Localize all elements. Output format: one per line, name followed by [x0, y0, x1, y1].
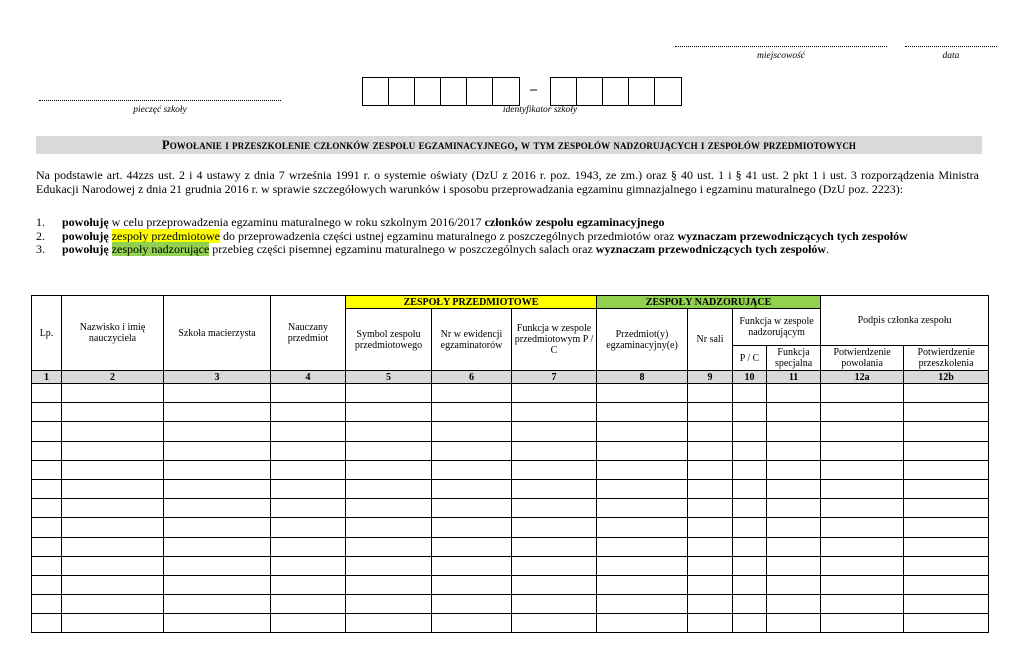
table-cell[interactable] [512, 460, 597, 479]
header-nr-ewidencji: Nr w ewidencji egzaminatorów [432, 309, 512, 371]
header-przedmiot: Nauczany przedmiot [271, 296, 346, 371]
table-cell[interactable] [62, 384, 164, 403]
table-cell[interactable] [821, 575, 904, 594]
header-potwierdzenie-powolania: Potwierdzenie powołania [821, 346, 904, 371]
table-cell[interactable] [767, 499, 821, 518]
table-cell[interactable] [32, 479, 62, 498]
table-cell[interactable] [767, 614, 821, 633]
legal-basis-paragraph: Na podstawie art. 44zzs ust. 2 i 4 ustawy z dnia 7 września 1991 r. o systemie oświaty (DzU z 2016 r. poz. 1943, ze zm.) oraz § 40 ust. 1 i § 41 ust. 2 pkt 1 i ust. 3 rozporządzenia Ministra Edukacji Narodowej z dnia 21 grudnia 2016 r. w sprawie szczegółowych warunków i sposobu przeprowadzania egzaminu gimnazjalnego i egzaminu maturalnego (DzU poz. 2223): [36, 168, 979, 196]
table-cell[interactable] [62, 556, 164, 575]
header-potwierdzenie-przeszkolenia: Potwierdzenie przeszkolenia [904, 346, 989, 371]
table-cell[interactable] [512, 441, 597, 460]
date-label: data [942, 51, 960, 61]
table-cell[interactable] [271, 499, 346, 518]
group-przedmiotowe: ZESPOŁY PRZEDMIOTOWE [346, 296, 597, 309]
table-cell[interactable] [597, 499, 688, 518]
table-cell[interactable] [733, 537, 767, 556]
table-cell[interactable] [164, 537, 271, 556]
table-cell[interactable] [733, 384, 767, 403]
table-cell[interactable] [904, 441, 989, 460]
table-cell[interactable] [164, 479, 271, 498]
table-cell[interactable] [767, 518, 821, 537]
table-cell[interactable] [62, 479, 164, 498]
table-cell[interactable] [904, 422, 989, 441]
header-nr-sali: Nr sali [688, 309, 733, 371]
table-cell[interactable] [271, 422, 346, 441]
table-cell[interactable] [597, 556, 688, 575]
table-cell[interactable] [821, 556, 904, 575]
table-cell[interactable] [904, 575, 989, 594]
table-cell[interactable] [346, 556, 432, 575]
table-cell[interactable] [432, 441, 512, 460]
table-cell[interactable] [733, 422, 767, 441]
list-item: 1. powołuję w celu przeprowadzenia egzaminu maturalnego w roku szkolnym 2016/2017 członków zespołu egzaminacyjnego [36, 215, 665, 229]
table-cell[interactable] [767, 575, 821, 594]
table-cell[interactable] [432, 614, 512, 633]
table-cell[interactable] [688, 403, 733, 422]
school-id-separator: – [530, 82, 537, 97]
table-cell[interactable] [164, 595, 271, 614]
table-cell[interactable] [32, 403, 62, 422]
list-item: 2. powołuję zespoły przedmiotowe do przeprowadzenia części ustnej egzaminu maturalnego z poszczególnych przedmiotów oraz wyznaczam przewodniczących tych zespołów [36, 228, 908, 243]
table-cell[interactable] [767, 595, 821, 614]
header-szkola: Szkoła macierzysta [164, 296, 271, 371]
table-cell[interactable] [688, 441, 733, 460]
appointment-list [36, 216, 979, 257]
table-cell[interactable] [904, 499, 989, 518]
table-cell[interactable] [733, 479, 767, 498]
table-cell[interactable] [62, 460, 164, 479]
table-cell[interactable] [904, 556, 989, 575]
table-cell[interactable] [346, 460, 432, 479]
table-cell[interactable] [32, 575, 62, 594]
table-row [32, 556, 989, 575]
table-row [32, 384, 989, 403]
header-funkcja-specjalna: Funkcja specjalna [767, 346, 821, 371]
table-cell[interactable] [32, 441, 62, 460]
column-number: 8 [597, 371, 688, 384]
table-cell[interactable] [597, 460, 688, 479]
place-line [675, 46, 887, 47]
table-cell[interactable] [271, 384, 346, 403]
table-cell[interactable] [597, 441, 688, 460]
table-cell[interactable] [164, 614, 271, 633]
table-cell[interactable] [346, 518, 432, 537]
table-cell[interactable] [164, 460, 271, 479]
table-cell[interactable] [512, 595, 597, 614]
table-cell[interactable] [688, 595, 733, 614]
table-cell[interactable] [62, 575, 164, 594]
table-cell[interactable] [164, 441, 271, 460]
table-cell[interactable] [733, 575, 767, 594]
table-cell[interactable] [597, 518, 688, 537]
table-cell[interactable] [597, 422, 688, 441]
table-cell[interactable] [904, 460, 989, 479]
column-number: 6 [432, 371, 512, 384]
table-cell[interactable] [271, 479, 346, 498]
table-cell[interactable] [62, 614, 164, 633]
table-cell[interactable] [432, 460, 512, 479]
table-cell[interactable] [32, 556, 62, 575]
column-number: 7 [512, 371, 597, 384]
table-cell[interactable] [904, 614, 989, 633]
table-cell[interactable] [733, 595, 767, 614]
school-id-boxes-left[interactable] [362, 77, 520, 106]
table-cell[interactable] [32, 537, 62, 556]
table-cell[interactable] [432, 575, 512, 594]
table-cell[interactable] [432, 384, 512, 403]
table-cell[interactable] [271, 556, 346, 575]
table-cell[interactable] [821, 422, 904, 441]
table-cell[interactable] [62, 403, 164, 422]
header-podpis: Podpis członka zespołu [821, 296, 989, 346]
table-row [32, 479, 989, 498]
table-cell[interactable] [32, 384, 62, 403]
column-number: 10 [733, 371, 767, 384]
table-cell[interactable] [597, 575, 688, 594]
table-cell[interactable] [271, 595, 346, 614]
table-row [32, 614, 989, 633]
column-number: 2 [62, 371, 164, 384]
table-cell[interactable] [597, 614, 688, 633]
table-cell[interactable] [62, 441, 164, 460]
table-cell[interactable] [346, 537, 432, 556]
table-row [32, 460, 989, 479]
table-cell[interactable] [767, 384, 821, 403]
stamp-line [39, 100, 281, 101]
table-cell[interactable] [512, 556, 597, 575]
table-cell[interactable] [164, 403, 271, 422]
table-cell[interactable] [432, 499, 512, 518]
table-cell[interactable] [346, 403, 432, 422]
column-number: 9 [688, 371, 733, 384]
table-cell[interactable] [32, 422, 62, 441]
table-cell[interactable] [271, 575, 346, 594]
table-cell[interactable] [688, 537, 733, 556]
table-cell[interactable] [32, 460, 62, 479]
table-cell[interactable] [767, 556, 821, 575]
table-cell[interactable] [733, 518, 767, 537]
table-cell[interactable] [767, 479, 821, 498]
table-cell[interactable] [62, 537, 164, 556]
table-cell[interactable] [164, 575, 271, 594]
table-row [32, 422, 989, 441]
table-cell[interactable] [688, 479, 733, 498]
table-cell[interactable] [164, 384, 271, 403]
header-symbol: Symbol zespołu przedmiotowego [346, 309, 432, 371]
table-cell[interactable] [164, 499, 271, 518]
table-cell[interactable] [512, 575, 597, 594]
table-cell[interactable] [512, 499, 597, 518]
table-cell[interactable] [164, 556, 271, 575]
column-number: 4 [271, 371, 346, 384]
table-cell[interactable] [512, 479, 597, 498]
table-cell[interactable] [733, 614, 767, 633]
table-row [32, 499, 989, 518]
table-cell[interactable] [688, 460, 733, 479]
table-cell[interactable] [346, 575, 432, 594]
table-cell[interactable] [904, 595, 989, 614]
table-cell[interactable] [904, 384, 989, 403]
header-lp: Lp. [32, 296, 62, 371]
table-cell[interactable] [767, 460, 821, 479]
table-cell[interactable] [821, 479, 904, 498]
table-cell[interactable] [597, 537, 688, 556]
table-cell[interactable] [346, 595, 432, 614]
table-cell[interactable] [346, 499, 432, 518]
table-cell[interactable] [271, 403, 346, 422]
table-cell[interactable] [32, 518, 62, 537]
table-cell[interactable] [597, 384, 688, 403]
table-cell[interactable] [62, 422, 164, 441]
table-cell[interactable] [767, 422, 821, 441]
table-row [32, 518, 989, 537]
table-cell[interactable] [597, 479, 688, 498]
table-cell[interactable] [821, 441, 904, 460]
column-number: 12a [821, 371, 904, 384]
table-cell[interactable] [512, 422, 597, 441]
table-cell[interactable] [904, 537, 989, 556]
table-cell[interactable] [346, 384, 432, 403]
table-cell[interactable] [164, 422, 271, 441]
table-cell[interactable] [821, 403, 904, 422]
table-cell[interactable] [432, 403, 512, 422]
table-cell[interactable] [164, 518, 271, 537]
table-row [32, 403, 989, 422]
column-number: 11 [767, 371, 821, 384]
table-cell[interactable] [32, 614, 62, 633]
table-cell[interactable] [271, 614, 346, 633]
table-cell[interactable] [32, 499, 62, 518]
table-cell[interactable] [688, 614, 733, 633]
table-cell[interactable] [62, 499, 164, 518]
table-cell[interactable] [821, 499, 904, 518]
table-cell[interactable] [688, 575, 733, 594]
column-number: 12b [904, 371, 989, 384]
table-cell[interactable] [346, 614, 432, 633]
table-cell[interactable] [733, 556, 767, 575]
column-number: 3 [164, 371, 271, 384]
table-cell[interactable] [271, 537, 346, 556]
table-cell[interactable] [821, 518, 904, 537]
table-cell[interactable] [821, 460, 904, 479]
table-cell[interactable] [346, 479, 432, 498]
column-number: 1 [32, 371, 62, 384]
table-cell[interactable] [767, 403, 821, 422]
table-cell[interactable] [821, 595, 904, 614]
table-cell[interactable] [346, 441, 432, 460]
school-id-boxes-right[interactable] [550, 77, 682, 106]
table-cell[interactable] [904, 479, 989, 498]
table-cell[interactable] [432, 518, 512, 537]
header-przedmioty: Przedmiot(y) egzaminacyjny(e) [597, 309, 688, 371]
table-cell[interactable] [904, 403, 989, 422]
table-cell[interactable] [432, 479, 512, 498]
table-cell[interactable] [271, 441, 346, 460]
table-cell[interactable] [512, 518, 597, 537]
table-cell[interactable] [432, 595, 512, 614]
table-cell[interactable] [597, 403, 688, 422]
header-pc: P / C [733, 346, 767, 371]
table-cell[interactable] [767, 537, 821, 556]
table-cell[interactable] [512, 403, 597, 422]
table-row [32, 441, 989, 460]
members-table [31, 295, 989, 633]
table-cell[interactable] [821, 614, 904, 633]
table-cell[interactable] [733, 441, 767, 460]
place-label: miejscowość [756, 51, 806, 61]
table-cell[interactable] [821, 384, 904, 403]
table-cell[interactable] [432, 556, 512, 575]
table-cell[interactable] [597, 595, 688, 614]
table-cell[interactable] [32, 595, 62, 614]
stamp-label: pieczęć szkoły [133, 105, 187, 115]
table-cell[interactable] [432, 537, 512, 556]
document-title: Powołanie i przeszkolenie członków zespołu egzaminacyjnego, w tym zespołów nadzorujących i zespołów przedmiotowych [36, 136, 982, 154]
table-cell[interactable] [688, 499, 733, 518]
school-id-label: identyfikator szkoły [502, 105, 578, 115]
table-cell[interactable] [271, 460, 346, 479]
table-row [32, 595, 989, 614]
table-cell[interactable] [432, 422, 512, 441]
table-cell[interactable] [688, 422, 733, 441]
header-funkcja-przedmiotowy: Funkcja w zespole przedmiotowym P / C [512, 309, 597, 371]
table-row [32, 537, 989, 556]
table-cell[interactable] [62, 595, 164, 614]
table-cell[interactable] [733, 403, 767, 422]
table-row [32, 575, 989, 594]
date-line [905, 46, 997, 47]
table-cell[interactable] [512, 384, 597, 403]
table-cell[interactable] [733, 460, 767, 479]
table-cell[interactable] [688, 518, 733, 537]
header-nazwisko: Nazwisko i imię nauczyciela [62, 296, 164, 371]
table-cell[interactable] [733, 499, 767, 518]
table-cell[interactable] [767, 441, 821, 460]
table-cell[interactable] [688, 556, 733, 575]
table-cell[interactable] [512, 537, 597, 556]
table-cell[interactable] [346, 422, 432, 441]
group-nadzorujace: ZESPOŁY NADZORUJĄCE [597, 296, 821, 309]
table-cell[interactable] [688, 384, 733, 403]
header-funkcja-nadzorujacy: Funkcja w zespole nadzorującym [733, 309, 821, 346]
table-cell[interactable] [62, 518, 164, 537]
list-item: 3. powołuję zespoły nadzorujące przebieg części pisemnej egzaminu maturalnego w poszczególnych salach oraz wyznaczam przewodniczących tych zespołów. [36, 242, 830, 256]
table-cell[interactable] [271, 518, 346, 537]
column-number-row [32, 371, 989, 384]
column-number: 5 [346, 371, 432, 384]
table-cell[interactable] [904, 518, 989, 537]
table-cell[interactable] [512, 614, 597, 633]
table-cell[interactable] [821, 537, 904, 556]
